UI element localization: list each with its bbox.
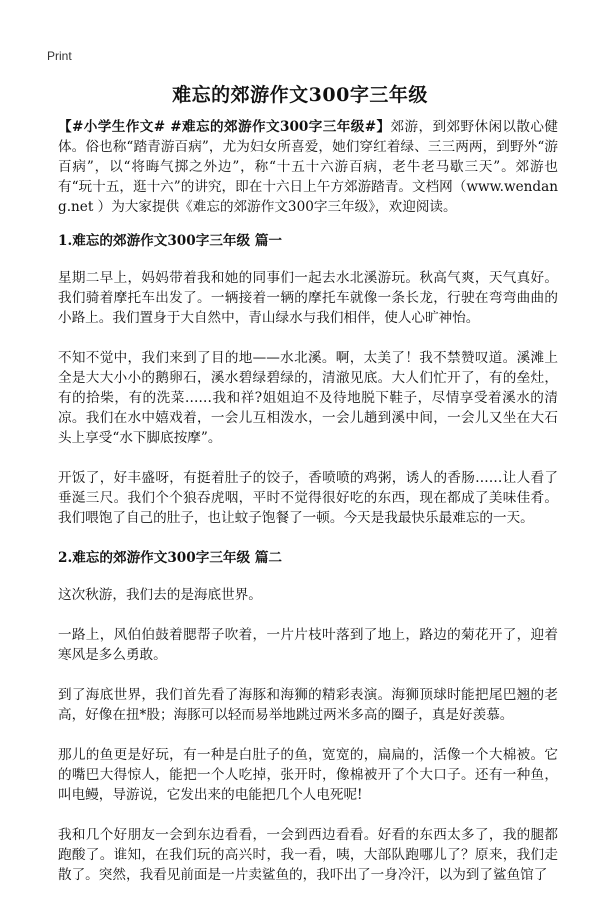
document-body [58, 117, 558, 905]
paragraph: 一路上，风伯伯鼓着腮帮子吹着，一片片枝叶落到了地上，路边的菊花开了，迎着寒风是多么勇敢。 [58, 627, 558, 663]
paragraph: 那儿的鱼更是好玩，有一种是白肚子的鱼，宽宽的，扁扁的，活像一个大棉被。它的嘴巴大得惊人，能把一个人吃掉，张开时，像棉被开了个大口子。还有一种鱼，叫电鳗，导游说，它发出来的电能把几个人电死呢! [58, 747, 558, 803]
paragraph: 到了海底世界，我们首先看了海豚和海狮的精彩表演。海狮顶球时能把尾巴翘的老高，好像在扭*股；海豚可以轻而易举地跳过两米多高的圈子，真是好羡慕。 [58, 687, 558, 723]
section-heading: 2.难忘的郊游作文300字三年级 篇二 [58, 550, 283, 566]
section-1 [58, 231, 558, 528]
section-2 [58, 548, 558, 885]
paragraph: 我和几个好朋友一会到东边看看，一会到西边看看。好看的东西太多了，我的腿都跑酸了。谁知，在我们玩的高兴时，我一看，咦，大部队跑哪儿了？原来，我们走散了。突然，我看见前面是一片卖鲨鱼的，我吓出了一身冷汗，以为到了鲨鱼馆了 [58, 827, 558, 883]
intro-paragraph [58, 117, 558, 217]
paragraph: 这次秋游，我们去的是海底世界。 [58, 587, 262, 603]
document-title: 难忘的郊游作文300字三年级 [172, 84, 428, 106]
section-heading: 1.难忘的郊游作文300字三年级 篇一 [58, 233, 283, 249]
paragraph: 不知不觉中，我们来到了目的地——水北溪。啊，太美了！我不禁赞叹道。溪滩上全是大大小小的鹅卵石，溪水碧绿碧绿的，清澈见底。大人们忙开了，有的垒灶，有的拾柴，有的洗菜……我和祥?姐姐迫不及待地脱下鞋子，尽情享受着溪水的清凉。我们在水中嬉戏着，一会儿互相泼水，一会儿趟到溪中间，一会儿又坐在大石头上享受“水下脚底按摩”。 [58, 350, 558, 446]
intro-text: 郊游，到郊野休闲以散心健体。俗也称“踏青游百病”，尤为妇女所喜爱，她们穿红着绿、三三两两，到野外“游百病”，以“将晦气掷之外边”，称“十五十六游百病，老牛老马歇三天”。郊游也有“玩十五，逛十六”的讲究，即在十六日上午方郊游踏青。文档网（www.wendang.net ）为大家提供《难忘的郊游作文300字三年级》，欢迎阅读。 [58, 119, 558, 215]
print-link[interactable]: Print [47, 49, 72, 63]
intro-tags: 【#小学生作文# #难忘的郊游作文300字三年级#】 [58, 119, 391, 135]
paragraph: 开饭了，好丰盛呀，有挺着肚子的饺子，香喷喷的鸡粥，诱人的香肠……让人看了垂涎三尺。我们个个狼吞虎咽，平时不觉得很好吃的东西，现在都成了美味佳肴。我们喂饱了自己的肚子，也让蚊子饱餐了一顿。今天是我最快乐最难忘的一天。 [58, 470, 558, 526]
paragraph: 星期二早上，妈妈带着我和她的同事们一起去水北溪游玩。秋高气爽，天气真好。我们骑着摩托车出发了。一辆接着一辆的摩托车就像一条长龙，行驶在弯弯曲曲的小路上。我们置身于大自然中，青山绿水与我们相伴，使人心旷神怡。 [58, 270, 558, 326]
